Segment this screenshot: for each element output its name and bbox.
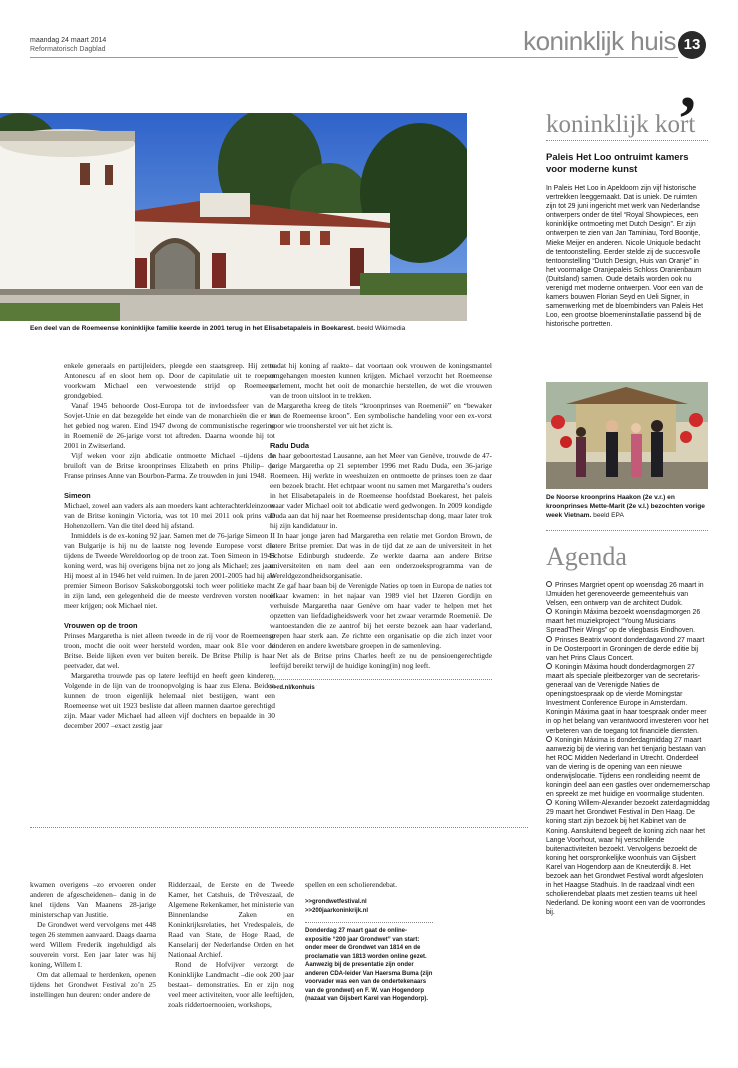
paragraph: In haar geboortestad Lausanne, aan het Meer van Genève, trouwde de 47-jarige Margaretha op 21 september 1996 met Radu Duda, een 36-jarige Roemeen. Hij werkte in weeshuizen en ontmoette de prinses toen ze daar een bezoek bracht. Het echtpaar woont nu samen met Margaretha’s ouders in het Elisabetapaleis in de Roemeense hoofdstad Boekarest, het paleis waar vader Michael ooit tot abdicatie werd gedwongen. In 2009 kondigde Duda aan dat hij naar het Roemeense presidentschap dong, maar later trok hij zijn kandidatuur in. <box>270 451 492 530</box>
grondwetfestival-link[interactable]: >>grondwetfestival.nl <box>305 899 367 905</box>
koninkrijk-link[interactable]: >>200jaarkoninkrijk.nl <box>305 908 369 914</box>
paragraph: nadat hij koning af raakte– dat voortaan ook vrouwen de koningsmantel omgehangen moesten kunnen krijgen. Michael verzocht het Roemeense parlement, mocht het ooit de monarchie herstellen, de wet die vrouwen van de troon uitsloot in te trekken. <box>270 361 492 400</box>
circle-bullet-icon <box>546 736 552 742</box>
paragraph: kwamen overigens –zo ervoeren onder anderen de afgescheidenen– danig in de knel tijdens Van Maanens 28-jarige ministerschap van Justitie. <box>30 880 156 919</box>
main-caption-credit: beeld Wikimedia <box>356 325 406 332</box>
link-divider <box>270 679 492 680</box>
paragraph: spellen en een scholierendebat. <box>305 880 397 889</box>
circle-bullet-icon <box>546 799 552 805</box>
paragraph: In haar jonge jaren had Margaretha een relatie met Gordon Brown, de latere Britse premier. Dat was in de tijd dat ze aan de universiteit in het Schotse Edinburgh studeerde. Ze werkte daarna aan andere Britse universiteiten en nam deel aan een onderzoeksprogramma van de Wereldgezondheidsorganisatie. <box>270 531 492 580</box>
lower-column-3 <box>305 880 433 1004</box>
konhuis-link[interactable]: >>rd.nl/konhuis <box>270 685 315 691</box>
agenda-list <box>546 581 710 917</box>
paragraph: Michael, zowel aan vaders als aan moeders kant achterachterkleinzoon van de Britse koningin Victoria, was tot 10 mei 2011 ook prins van Hohenzollern. Van die titel deed hij afstand. <box>64 501 275 530</box>
agenda-item <box>546 608 710 635</box>
agenda-item <box>546 663 710 736</box>
page-number: 13 <box>678 31 706 59</box>
expositie-note: Donderdag 27 maart gaat de online-expositie “200 jaar Grondwet” van start: onder meer de Grondwet van 1814 en de proclamatie van 1813 worden online gezet. Aanwezig bij de presentatie zijn onder anderen CDA-leider Van Haersma Buma (zijn voorvader was een van de ondertekenaars van de grondwet) en F. W. van Hogendorp (nazaat van Gijsbert Karel van Hogendorp). <box>305 928 433 1002</box>
paragraph: Vanaf 1945 behoorde Oost-Europa tot de invloedssfeer van de Sovjet-Unie en dat bezegelde het einde van de monarchieën die er in het gebied nog waren. Eind 1947 dwong de communistische regering in Roemenië de 26-jarige vorst tot aftreden. Daarna woonde hij tot 2001 in Zwitserland. <box>64 401 275 450</box>
vietnam-caption-credit: beeld EPA <box>593 512 624 519</box>
lower-column-2 <box>168 880 294 1010</box>
kort-headline: Paleis Het Loo ontruimt kamers voor moderne kunst <box>546 152 689 175</box>
kort-divider <box>546 140 708 141</box>
subheading-radu-duda: Radu Duda <box>270 441 310 450</box>
agenda-divider <box>546 530 708 531</box>
kort-title: koninklijk kort <box>546 111 696 138</box>
agenda-item-text: Prinses Margriet opent op woensdag 26 maart in IJmuiden het gerenoveerde gemeentehuis van Velsen, een ontwerp van de architect Dudok. <box>546 582 704 608</box>
paragraph: Om dat allemaal te herdenken, openen tijdens het Grondwet Festival zo’n 25 instellingen hun deuren: onder andere de <box>30 970 156 999</box>
main-caption-text: Een deel van de Roemeense koninklijke familie keerde in 2001 terug in het Elisabetapaleis in Boekarest. <box>30 325 356 332</box>
issue-date: maandag 24 maart 2014 <box>30 37 107 44</box>
paragraph: enkele generaals en partijleiders, pleegde een staatsgreep. Hij zette Antonescu af en sloot hem op. Door de capitulatie uit te roepen voorkwam Michael een verwoestende strijd op Roemeens grondgebied. <box>64 361 275 400</box>
vietnam-photo <box>546 382 708 489</box>
vietnam-caption-text: De Noorse kroonprins Haakon (2e v.r.) en kroonprinses Mette-Marit (2e v.l.) bezochten vorige week Vietnam. <box>546 494 705 519</box>
newspaper-name: Reformatorisch Dagblad <box>30 46 106 53</box>
paragraph: Net als de Britse prins Charles heeft ze nu de pensioengerechtigde leeftijd bereikt terwijl de huidige koning(in) nog leeft. <box>270 651 492 670</box>
circle-bullet-icon <box>546 608 552 614</box>
circle-bullet-icon <box>546 581 552 587</box>
note-divider <box>305 922 433 923</box>
circle-bullet-icon <box>546 663 552 669</box>
subheading-simeon: Simeon <box>64 491 91 500</box>
agenda-title: Agenda <box>546 542 627 571</box>
paragraph: Ridderzaal, de Eerste en de Tweede Kamer, het Catshuis, de Trêveszaal, de Algemene Rekenkamer, het ministerie van Binnenlandse Zaken en Koninkrijksrelaties, het Vredespaleis, de Raad van State, de Hoge Raad, de Kanselarij der Nederlandse Orden en het Nationaal Archief. <box>168 880 294 959</box>
agenda-item <box>546 799 710 917</box>
agenda-item-text: Koning Willem-Alexander bezoekt zaterdagmiddag 29 maart het Grondwet Festival in Den Haag. De koning start zijn bezoek bij het Kabinet van de Koning. Aansluitend begeeft de koning zich naar het Lange Voorhout, waar hij verschillende buitenactiviteiten bezoekt. Vervolgens bezoekt de koning het oorspronkelijke woonhuis van Gijsbert Karel van Hogendorp aan de Kneuterdijk 8. Het bezoek aan het Grondwet Festival wordt afgesloten in het Haagse Stadhuis. In de raadzaal vindt een scholierendebat plaats met zestien teams uit heel Nederland. De koning woont een van de voorrondes bij. <box>546 800 710 917</box>
comma-logo-icon: , <box>680 50 696 121</box>
section-title: koninklijk huis <box>523 26 676 56</box>
main-photo-caption <box>30 324 470 333</box>
agenda-item <box>546 736 710 800</box>
article-column-1 <box>64 361 275 731</box>
agenda-item <box>546 581 710 608</box>
paragraph: Vijf weken voor zijn abdicatie ontmoette Michael –tijdens de bruiloft van de Britse kroonprinses Elizabeth en prins Philip– de Franse prinses Anne van Bourbon-Parma. Ze trouwden in juni 1948. <box>64 451 275 480</box>
subheading-vrouwen: Vrouwen op de troon <box>64 621 138 630</box>
vietnam-photo-caption <box>546 493 708 520</box>
agenda-item-text: Koningin Máxima is donderdagmiddag 27 maart aanwezig bij de viering van het tienjarig bestaan van het ROC Midden Nederland in Utrecht. Onderdeel van de viering is de opening van een nieuwe onderwijslocatie. Tijdens een rondleiding neemt de koningin deel aan een gastles over ondernemerschap en spreekt ze met huidige en voormalige studenten. <box>546 736 710 799</box>
paragraph: De Grondwet werd vervolgens met 448 tegen 26 stemmen aanvaard. Daags daarna werd Willem Frederik ingehuldigd als souverein vorst. Een jaar later was hij koning, Willem I. <box>30 920 156 969</box>
paragraph: Inmiddels is de ex-koning 92 jaar. Samen met de 76-jarige Simeon II van Bulgarije is hij nu de laatste nog levende Europese vorst die tijdens de Tweede Wereldoorlog op de troon zat. Toen Simeon in 1943 koning werd, was hij overigens bijna net zo jong als Michael; zes jaar. Hij moest al in 1946 het veld ruimen. In de jaren 2001-2005 had hij als premier Simeon Borisov Sakskoborggotski toch weer politieke macht in zijn land, een gelegenheid die de meeste verdreven vorsten nooit meer krijgen; ook Michael niet. <box>64 531 276 610</box>
paragraph: Prinses Margaretha is niet alleen tweede in de rij voor de Roemeense troon, mocht die ooit weer hersteld worden, maar ook 81e voor de Britse. Beide lijken even ver buiten bereik. De Britse Philip is haar peetvader, dat wel. <box>64 631 275 670</box>
agenda-item <box>546 636 710 663</box>
palace-photo <box>0 113 467 321</box>
article-column-2 <box>270 361 492 693</box>
circle-bullet-icon <box>546 636 552 642</box>
agenda-item-text: Koningin Máxima houdt donderdagmorgen 27 maart als speciale pleitbezorger van de secretaris-generaal van de Verenigde Naties de openingstoespraak op de vierde Morningstar Investment Conference Europe in Amsterdam. Koningin Máxima gaat in haar toespraak onder meer in op het belang van verantwoord investeren voor het verbeteren van de toegang tot financiële diensten. <box>546 663 709 735</box>
paragraph: Rond de Hofvijver verzorgt de Koninklijke Landmacht –die ook 200 jaar bestaat– demonstraties. En er zijn nog veel meer activiteiten, voor alle leeftijden, zoals riddertoernooien, workshops, <box>168 960 294 1009</box>
section-divider <box>30 827 528 828</box>
paragraph: Ze gaf haar baan bij de Verenigde Naties op toen in Europa de naties tot elkaar kwamen: in het najaar van 1989 viel het IJzeren Gordijn en verhuisde Margaretha naar Genève om haar vader te helpen met het opzetten van liefdadigheidswerk voor het zwaar verarmde Roemenië. De wantoestanden die ze aantrof bij het eerste bezoek aan haar vaderland, grepen haar sterk aan. Ze richtte een organisatie op die zich inzet voor kinderen en andere kwetsbare groepen in de samenleving. <box>270 581 492 650</box>
paragraph: Margaretha trouwde pas op latere leeftijd en heeft geen kinderen. Volgende in de lijn van de troonopvolging is haar zus Elena. Beiden kunnen de troon eigenlijk helemaal niet bestijgen, want een Roemeense wet uit 1923 besliste dat alleen mannen daartoe gerechtigd zijn. Maar vader Michael had alleen vijf dochters en bepaalde in 30 december 2007 –exact zestig jaar <box>64 671 275 730</box>
header-divider <box>30 57 678 58</box>
kort-body: In Paleis Het Loo in Apeldoorn zijn vijf historische vertrekken leeggemaakt. Dat is uniek. De ruimten zijn tot 29 juni ingericht met werk van Nederlandse ontwerpers onder de titel “Royal Showpieces, een koninklijke ontmoeting met Dutch Design”. Er zijn ontwerpen te zien van Jan Taminiau, Tord Boontje, Mieke Meijer en anderen. Nicole Uniquole bedacht de tentoonstelling. Eerder stelde zij de succesvolle tentoonstelling “Dutch Design, Huis van Oranje” in het voormalige Oranjepaleis Schloss Oranienbaum (Duitsland) samen. Oude details worden ook nu verenigd met moderne ontwerpen. Voor een van de kamers bouwen Florian Seyd en Ueli Signer, in samenwerking met de bloembinders van Paleis Het Loo, een grootse bloemeninstallatie passend bij de historische portretten. <box>546 185 704 329</box>
festival-links <box>305 898 433 916</box>
paragraph: Margaretha kreeg de titels “kroonprinses van Roemenië” en “bewaker van de Roemeense kroon”. Een symbolische handeling voor een ex-vorst voor wie troonsherstel ver uit het zicht is. <box>270 401 492 430</box>
agenda-item-text: Koningin Máxima bezoekt woensdagmorgen 26 maart het muziekproject “Young Musicians SpreadTheir Wings” op de vliegbasis Eindhoven. <box>546 609 701 635</box>
agenda-item-text: Prinses Beatrix woont donderdagavond 27 maart in De Oosterpoort in Groningen de derde editie bij van het Prins Claus Concert. <box>546 636 705 662</box>
lower-column-1 <box>30 880 156 1000</box>
